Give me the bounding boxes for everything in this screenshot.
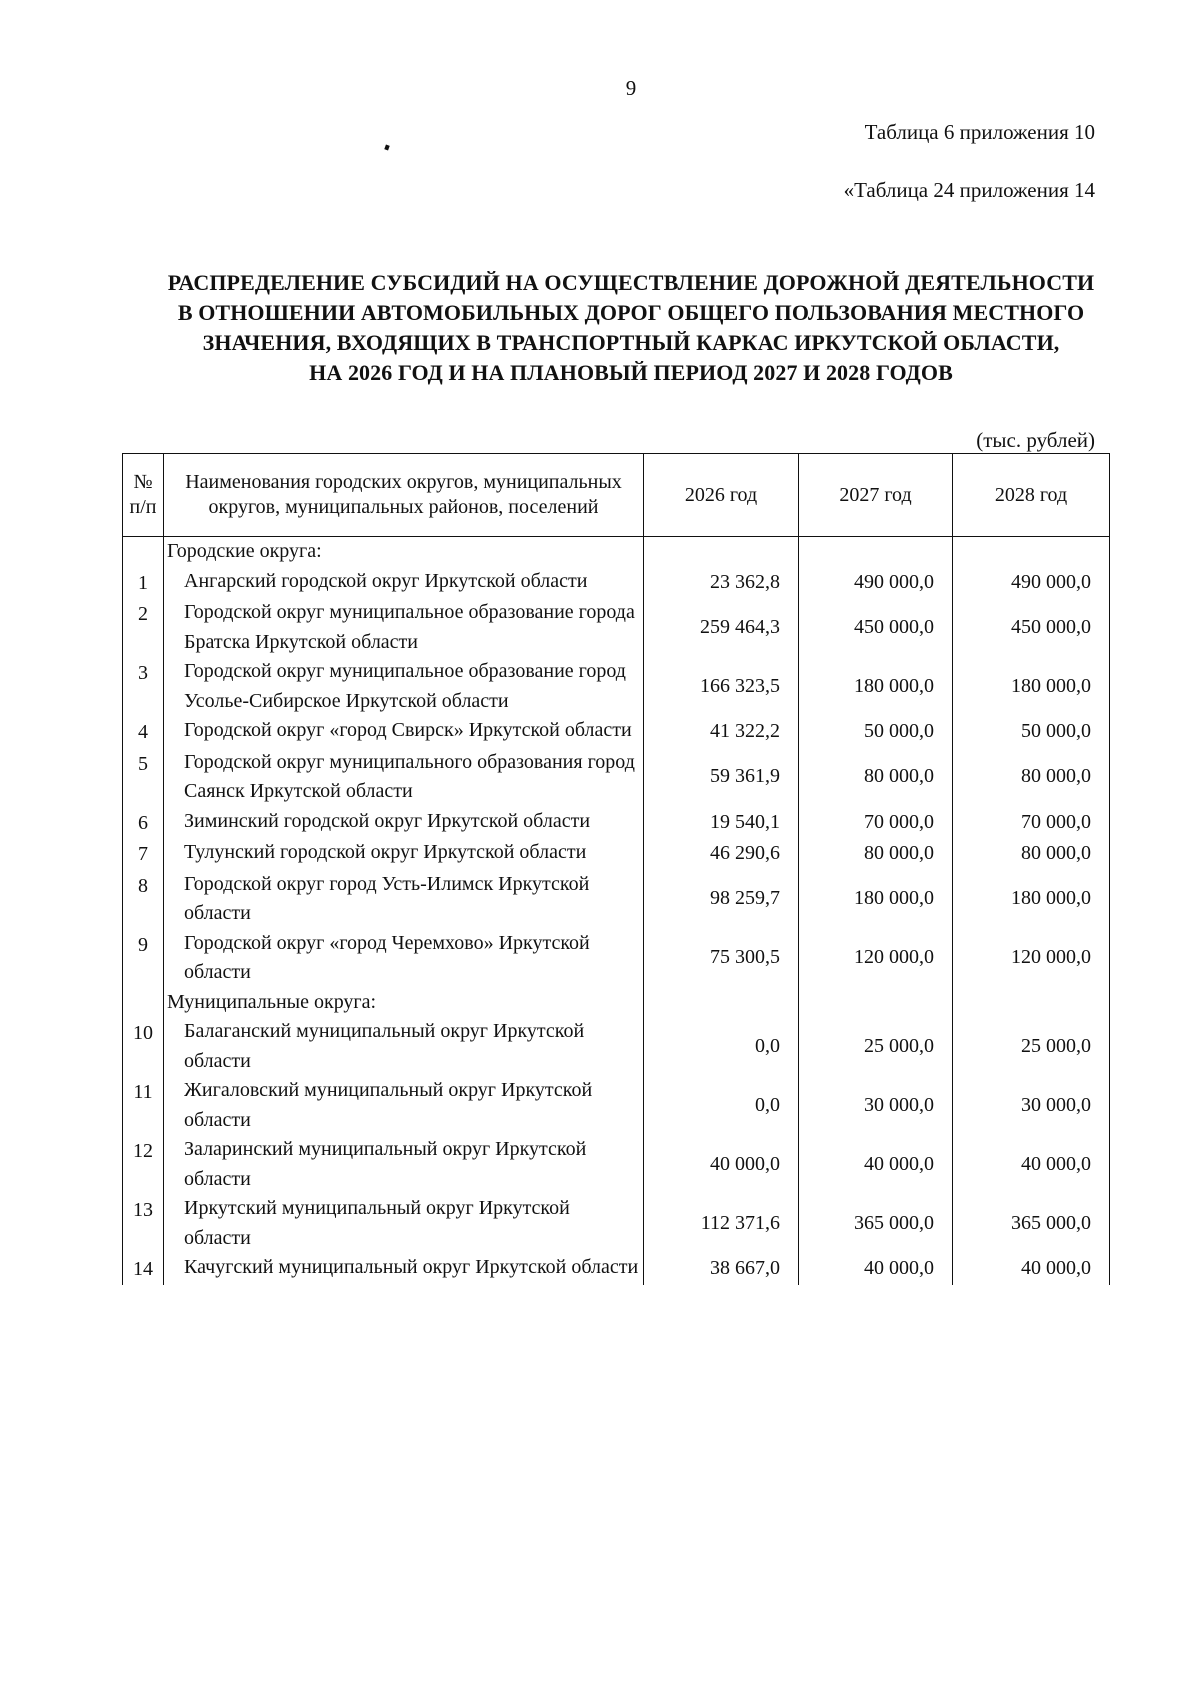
- value-2027: 70 000,0: [799, 807, 953, 839]
- value-2027: 80 000,0: [799, 748, 953, 807]
- table-row: [123, 929, 1110, 988]
- table-row: [123, 567, 1110, 599]
- group-value-cell: [953, 537, 1110, 567]
- row-number: 6: [123, 807, 164, 839]
- table-row: [123, 1017, 1110, 1076]
- table-row: [123, 598, 1110, 657]
- value-2028: 450 000,0: [953, 598, 1110, 657]
- value-2028: 40 000,0: [953, 1135, 1110, 1194]
- group-value-cell: [799, 537, 953, 567]
- header-2026: 2026 год: [644, 454, 799, 537]
- group-value-cell: [644, 988, 799, 1018]
- group-number-cell: [123, 988, 164, 1018]
- group-value-cell: [799, 988, 953, 1018]
- table-row: [123, 1194, 1110, 1253]
- row-number: 3: [123, 657, 164, 716]
- unit-note: (тыс. рублей): [976, 428, 1095, 452]
- value-2026: 38 667,0: [644, 1253, 799, 1285]
- value-2028: 80 000,0: [953, 838, 1110, 870]
- table-header-row: [123, 454, 1110, 537]
- table-row: [123, 657, 1110, 716]
- value-2028: 80 000,0: [953, 748, 1110, 807]
- title-line: НА 2026 ГОД И НА ПЛАНОВЫЙ ПЕРИОД 2027 И 2028 ГОДОВ: [309, 360, 953, 385]
- table-row: [123, 838, 1110, 870]
- title-line: РАСПРЕДЕЛЕНИЕ СУБСИДИЙ НА ОСУЩЕСТВЛЕНИЕ ДОРОЖНОЙ ДЕЯТЕЛЬНОСТИ: [167, 270, 1095, 295]
- row-number: 7: [123, 838, 164, 870]
- value-2028: 70 000,0: [953, 807, 1110, 839]
- table-row: [123, 748, 1110, 807]
- row-number: 12: [123, 1135, 164, 1194]
- page-number: 9: [625, 76, 637, 100]
- value-2026: 75 300,5: [644, 929, 799, 988]
- row-name: Заларинский муниципальный округ Иркутской области: [164, 1135, 644, 1194]
- table-row: [123, 1253, 1110, 1285]
- title-line: ЗНАЧЕНИЯ, ВХОДЯЩИХ В ТРАНСПОРТНЫЙ КАРКАС ИРКУТСКОЙ ОБЛАСТИ,: [202, 330, 1060, 355]
- value-2026: 40 000,0: [644, 1135, 799, 1194]
- value-2026: 23 362,8: [644, 567, 799, 599]
- row-number: 4: [123, 716, 164, 748]
- table-row: [123, 870, 1110, 929]
- value-2026: 0,0: [644, 1017, 799, 1076]
- header-2027: 2027 год: [799, 454, 953, 537]
- value-2026: 166 323,5: [644, 657, 799, 716]
- value-2028: 120 000,0: [953, 929, 1110, 988]
- value-2027: 120 000,0: [799, 929, 953, 988]
- value-2027: 180 000,0: [799, 870, 953, 929]
- value-2028: 490 000,0: [953, 567, 1110, 599]
- header-number: № п/п: [123, 454, 164, 537]
- value-2026: 59 361,9: [644, 748, 799, 807]
- value-2028: 40 000,0: [953, 1253, 1110, 1285]
- appendix-reference: «Таблица 24 приложения 14: [843, 178, 1095, 202]
- value-2027: 40 000,0: [799, 1253, 953, 1285]
- group-row: [123, 537, 1110, 567]
- header-2028: 2028 год: [953, 454, 1110, 537]
- row-number: 1: [123, 567, 164, 599]
- group-number-cell: [123, 537, 164, 567]
- row-name: Городской округ муниципальное образование город Усолье-Сибирское Иркутской области: [164, 657, 644, 716]
- value-2028: 25 000,0: [953, 1017, 1110, 1076]
- row-name: Ангарский городской округ Иркутской области: [164, 567, 644, 599]
- row-number: 11: [123, 1076, 164, 1135]
- header-name: Наименования городских округов, муниципальных округов, муниципальных районов, поселений: [164, 454, 644, 537]
- value-2027: 30 000,0: [799, 1076, 953, 1135]
- row-name: Городской округ город Усть-Илимск Иркутской области: [164, 870, 644, 929]
- group-row: [123, 988, 1110, 1018]
- table-row: [123, 1135, 1110, 1194]
- row-number: 8: [123, 870, 164, 929]
- value-2026: 0,0: [644, 1076, 799, 1135]
- group-value-cell: [644, 537, 799, 567]
- row-number: 9: [123, 929, 164, 988]
- value-2028: 180 000,0: [953, 657, 1110, 716]
- row-name: Балаганский муниципальный округ Иркутской области: [164, 1017, 644, 1076]
- group-value-cell: [953, 988, 1110, 1018]
- row-name: Иркутский муниципальный округ Иркутской области: [164, 1194, 644, 1253]
- row-number: 10: [123, 1017, 164, 1076]
- scan-mark: [384, 144, 389, 150]
- row-name: Зиминский городской округ Иркутской области: [164, 807, 644, 839]
- row-number: 13: [123, 1194, 164, 1253]
- group-label: Муниципальные округа:: [164, 988, 644, 1018]
- row-name: Жигаловский муниципальный округ Иркутской области: [164, 1076, 644, 1135]
- value-2028: 180 000,0: [953, 870, 1110, 929]
- value-2027: 450 000,0: [799, 598, 953, 657]
- value-2028: 365 000,0: [953, 1194, 1110, 1253]
- value-2026: 46 290,6: [644, 838, 799, 870]
- table-body: [123, 537, 1110, 1285]
- value-2027: 80 000,0: [799, 838, 953, 870]
- table-row: [123, 807, 1110, 839]
- document-title: [0, 268, 1200, 388]
- row-name: Городской округ муниципального образования город Саянск Иркутской области: [164, 748, 644, 807]
- value-2026: 112 371,6: [644, 1194, 799, 1253]
- row-name: Качугский муниципальный округ Иркутской области: [164, 1253, 644, 1285]
- row-name: Городской округ муниципальное образование города Братска Иркутской области: [164, 598, 644, 657]
- value-2027: 40 000,0: [799, 1135, 953, 1194]
- row-name: Городской округ «город Черемхово» Иркутской области: [164, 929, 644, 988]
- subsidy-table: [122, 453, 1110, 1285]
- row-number: 5: [123, 748, 164, 807]
- row-name: Тулунский городской округ Иркутской области: [164, 838, 644, 870]
- value-2027: 25 000,0: [799, 1017, 953, 1076]
- value-2026: 98 259,7: [644, 870, 799, 929]
- value-2026: 41 322,2: [644, 716, 799, 748]
- value-2027: 490 000,0: [799, 567, 953, 599]
- row-number: 2: [123, 598, 164, 657]
- row-name: Городской округ «город Свирск» Иркутской области: [164, 716, 644, 748]
- table-reference: Таблица 6 приложения 10: [864, 120, 1095, 144]
- table-row: [123, 1076, 1110, 1135]
- value-2027: 50 000,0: [799, 716, 953, 748]
- value-2026: 259 464,3: [644, 598, 799, 657]
- group-label: Городские округа:: [164, 537, 644, 567]
- value-2028: 30 000,0: [953, 1076, 1110, 1135]
- row-number: 14: [123, 1253, 164, 1285]
- title-line: В ОТНОШЕНИИ АВТОМОБИЛЬНЫХ ДОРОГ ОБЩЕГО ПОЛЬЗОВАНИЯ МЕСТНОГО: [177, 300, 1085, 325]
- value-2026: 19 540,1: [644, 807, 799, 839]
- table-row: [123, 716, 1110, 748]
- value-2028: 50 000,0: [953, 716, 1110, 748]
- value-2027: 365 000,0: [799, 1194, 953, 1253]
- value-2027: 180 000,0: [799, 657, 953, 716]
